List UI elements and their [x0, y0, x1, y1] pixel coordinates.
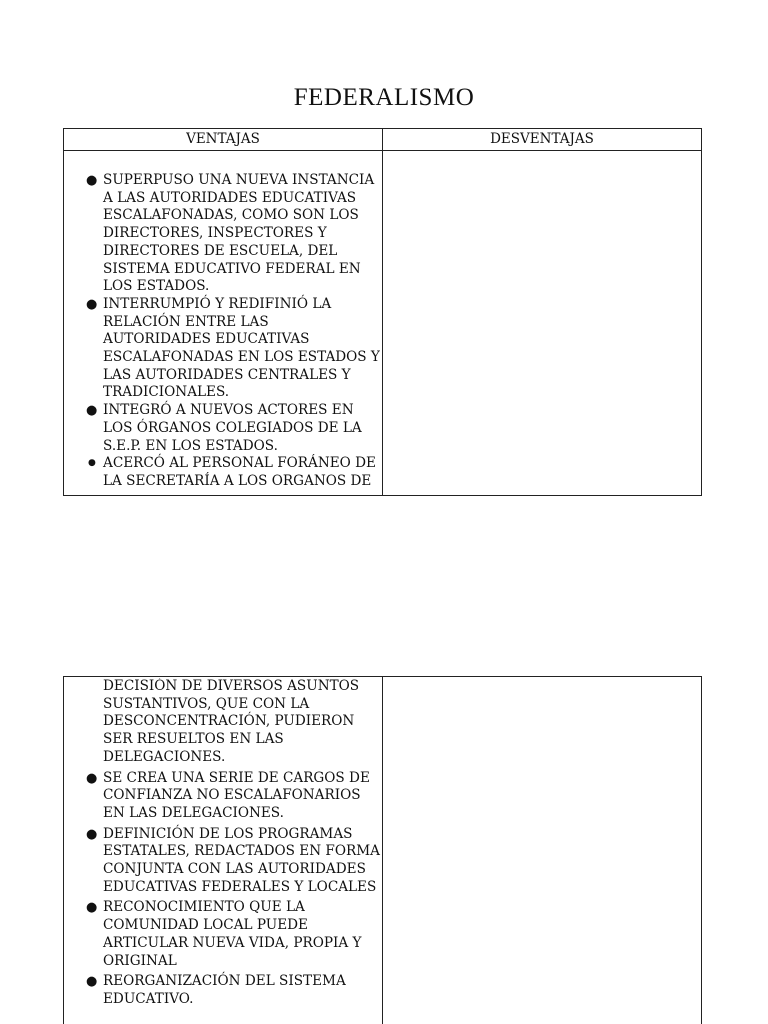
- list-item: [64, 296, 382, 402]
- ventajas-cell-continued: [64, 678, 382, 1009]
- list-item-continuation: DECISIÓN DE DIVERSOS ASUNTOS SUSTANTIVOS, QUE CON LA DESCONCENTRACIÓN, PUDIERON SER RESUELTOS EN LAS DELEGACIONES.: [103, 678, 360, 765]
- list-item: [64, 402, 382, 455]
- document-title: FEDERALISMO: [293, 84, 475, 111]
- list-item: [64, 172, 382, 296]
- list-item-text: INTEGRÓ A NUEVOS ACTORES EN LOS ÓRGANOS COLEGIADOS DE LA S.E.P. EN LOS ESTADOS.: [103, 402, 362, 454]
- ventajas-cell: [64, 172, 382, 491]
- list-item: [64, 899, 382, 970]
- bullet-icon: ●: [86, 974, 98, 990]
- list-item-text: INTERRUMPIÓ Y REDIFINIÓ LA RELACIÓN ENTRE LAS AUTORIDADES EDUCATIVAS ESCALAFONADAS EN LOS ESTADOS Y LAS AUTORIDADES CENTRALES Y TRADICIONALES.: [103, 295, 380, 401]
- bullet-icon: ●: [86, 173, 98, 188]
- list-item: [64, 770, 382, 823]
- bullet-icon: ●: [86, 900, 98, 916]
- header-desventajas: DESVENTAJAS: [490, 131, 594, 147]
- list-item-text: RECONOCIMIENTO QUE LA COMUNIDAD LOCAL PUEDE ARTICULAR NUEVA VIDA, PROPIA Y ORIGINAL: [103, 899, 362, 969]
- list-item-text: REORGANIZACIÓN DEL SISTEMA EDUCATIVO.: [103, 973, 346, 1007]
- list-item: [64, 973, 382, 1008]
- column-divider: [382, 677, 383, 1024]
- column-divider: [382, 129, 383, 495]
- list-item-text: SUPERPUSO UNA NUEVA INSTANCIA A LAS AUTORIDADES EDUCATIVAS ESCALAFONADAS, COMO SON LOS DIRECTORES, INSPECTORES Y DIRECTORES DE ESCUELA, DEL SISTEMA EDUCATIVO FEDERAL EN LOS ESTADOS.: [103, 172, 375, 295]
- list-item: [64, 455, 382, 490]
- ventajas-list-continued: [64, 770, 382, 1009]
- bullet-icon: ●: [86, 403, 98, 419]
- bullet-icon: ●: [88, 458, 96, 469]
- header-ventajas: VENTAJAS: [186, 131, 260, 147]
- list-item-text: ACERCÓ AL PERSONAL FORÁNEO DE LA SECRETARÍA A LOS ORGANOS DE: [103, 455, 376, 489]
- list-item-text: SE CREA UNA SERIE DE CARGOS DE CONFIANZA NO ESCALAFONARIOS EN LAS DELEGACIONES.: [103, 769, 370, 821]
- ventajas-list: [64, 172, 382, 491]
- comparison-table-page-1: [63, 128, 702, 496]
- list-item: [64, 826, 382, 897]
- table-header-row: [64, 129, 701, 151]
- list-item-text: DEFINICIÓN DE LOS PROGRAMAS ESTATALES, REDACTADOS EN FORMA CONJUNTA CON LAS AUTORIDADES EDUCATIVAS FEDERALES Y LOCALES: [103, 825, 380, 895]
- bullet-icon: ●: [86, 826, 98, 842]
- comparison-table-page-2: [63, 676, 702, 1024]
- bullet-icon: ●: [86, 296, 98, 312]
- bullet-icon: ●: [86, 770, 98, 786]
